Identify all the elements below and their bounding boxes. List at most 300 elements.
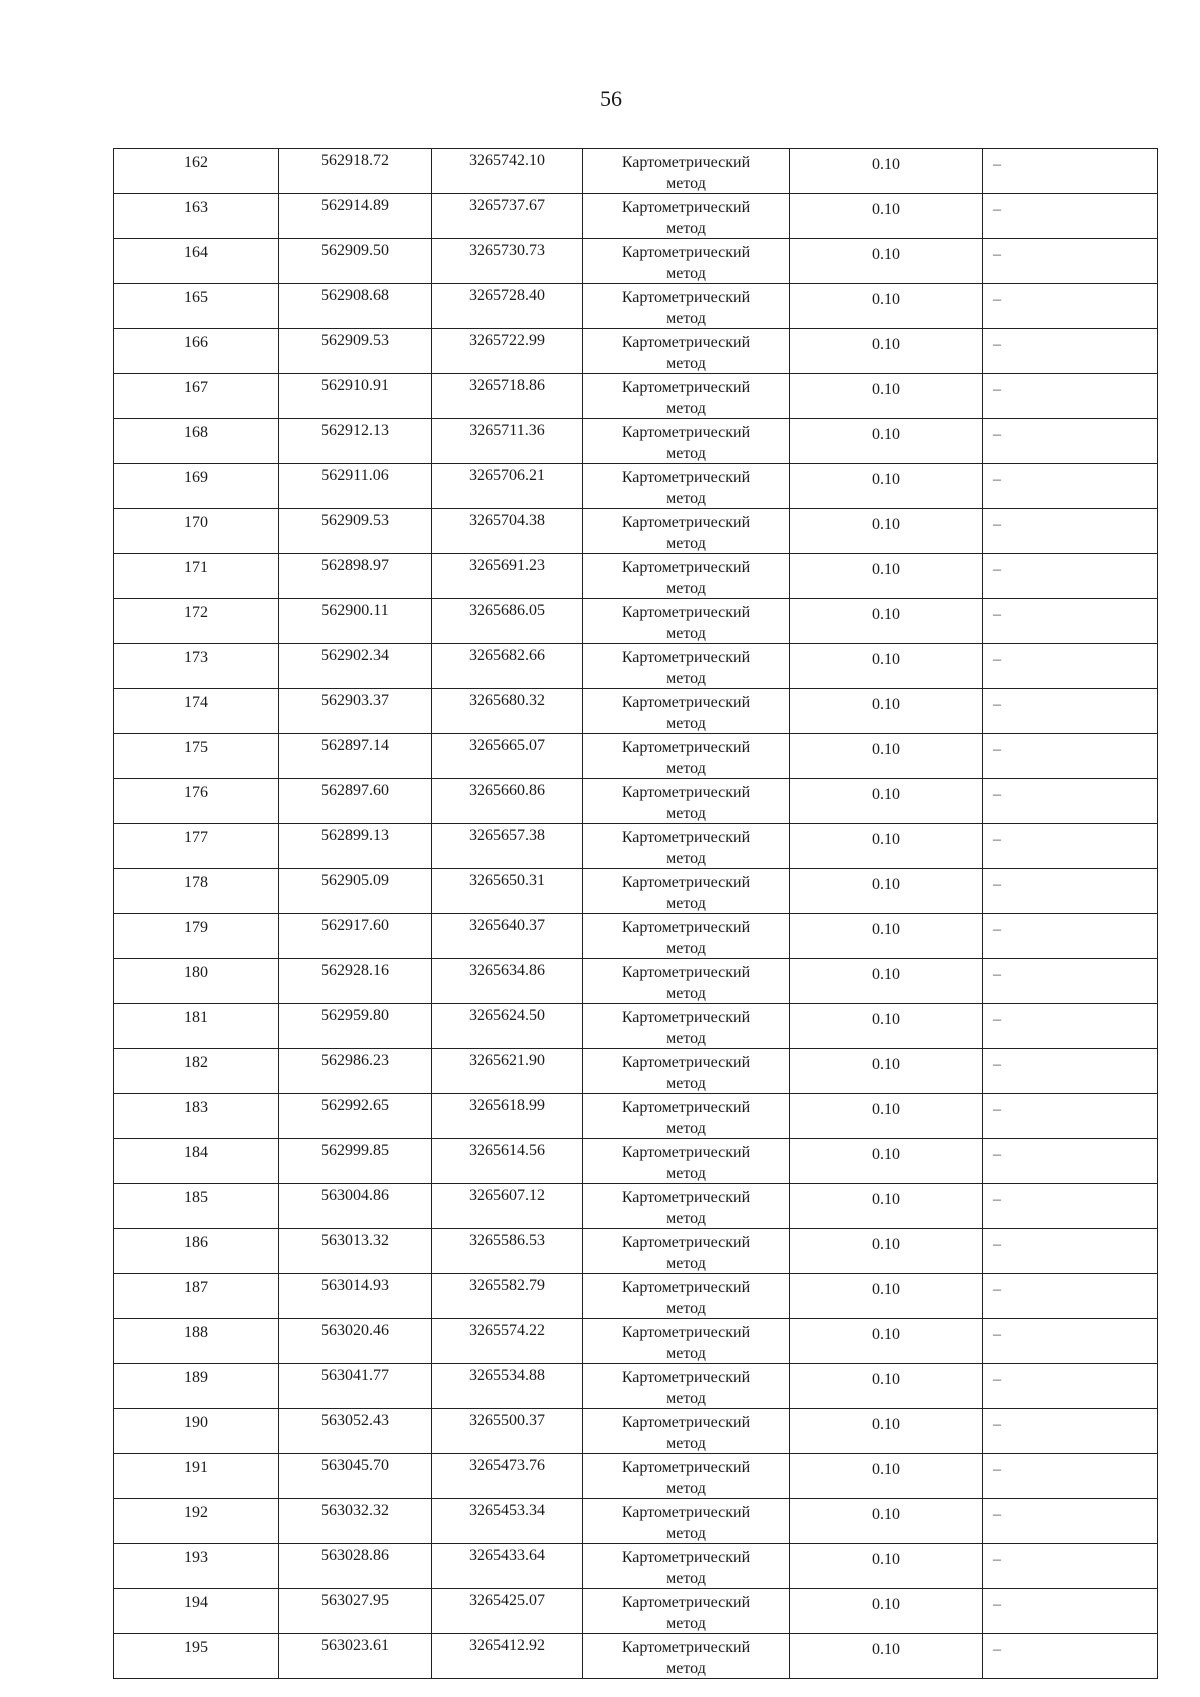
note-cell xyxy=(983,1094,1158,1139)
note-value: – xyxy=(993,786,1001,803)
point-number: 191 xyxy=(184,1459,208,1476)
y-coordinate-cell xyxy=(432,374,583,419)
point-number-cell xyxy=(114,374,279,419)
method-line-2: метод xyxy=(666,895,706,912)
point-number-cell xyxy=(114,1544,279,1589)
point-number-cell xyxy=(114,824,279,869)
x-coordinate-cell xyxy=(279,329,432,374)
point-number-cell xyxy=(114,509,279,554)
note-cell xyxy=(983,1589,1158,1634)
y-coordinate: 3265621.90 xyxy=(469,1052,545,1069)
point-number: 194 xyxy=(184,1594,208,1611)
accuracy-value: 0.10 xyxy=(872,1011,900,1028)
table-row xyxy=(114,1049,1158,1094)
table-row xyxy=(114,239,1158,284)
point-number: 173 xyxy=(184,649,208,666)
y-coordinate-cell xyxy=(432,1094,583,1139)
accuracy-cell xyxy=(790,1004,983,1049)
x-coordinate: 562986.23 xyxy=(321,1052,389,1069)
y-coordinate: 3265728.40 xyxy=(469,287,545,304)
method-line-2: метод xyxy=(666,1210,706,1227)
method-line-2: метод xyxy=(666,805,706,822)
method-line-2: метод xyxy=(666,1165,706,1182)
accuracy-cell xyxy=(790,914,983,959)
x-coordinate-cell xyxy=(279,959,432,1004)
y-coordinate-cell xyxy=(432,914,583,959)
accuracy-value: 0.10 xyxy=(872,1146,900,1163)
note-value: – xyxy=(993,1416,1001,1433)
accuracy-value: 0.10 xyxy=(872,876,900,893)
y-coordinate: 3265665.07 xyxy=(469,737,545,754)
accuracy-value: 0.10 xyxy=(872,1236,900,1253)
note-value: – xyxy=(993,966,1001,983)
point-number: 190 xyxy=(184,1414,208,1431)
accuracy-value: 0.10 xyxy=(872,1551,900,1568)
method-line-2: метод xyxy=(666,1030,706,1047)
x-coordinate-cell xyxy=(279,239,432,284)
accuracy-cell xyxy=(790,194,983,239)
table-row xyxy=(114,1364,1158,1409)
table-row xyxy=(114,734,1158,779)
method-cell xyxy=(583,1184,790,1229)
y-coordinate-cell xyxy=(432,644,583,689)
note-value: – xyxy=(993,1461,1001,1478)
accuracy-value: 0.10 xyxy=(872,1641,900,1658)
note-cell xyxy=(983,1319,1158,1364)
note-value: – xyxy=(993,471,1001,488)
y-coordinate-cell xyxy=(432,599,583,644)
table-row xyxy=(114,1589,1158,1634)
x-coordinate-cell xyxy=(279,1634,432,1679)
accuracy-value: 0.10 xyxy=(872,606,900,623)
method-line-1: Картометрический xyxy=(621,1234,751,1251)
method-cell xyxy=(583,464,790,509)
table-row xyxy=(114,1499,1158,1544)
method-line-1: Картометрический xyxy=(621,154,751,171)
method-line-1: Картометрический xyxy=(621,1639,751,1656)
table-row xyxy=(114,1409,1158,1454)
accuracy-cell xyxy=(790,509,983,554)
x-coordinate-cell xyxy=(279,824,432,869)
method-cell xyxy=(583,1409,790,1454)
y-coordinate: 3265586.53 xyxy=(469,1232,545,1249)
note-value: – xyxy=(993,1641,1001,1658)
table-row xyxy=(114,284,1158,329)
x-coordinate: 563013.32 xyxy=(321,1232,389,1249)
method-line-2: метод xyxy=(666,1300,706,1317)
note-value: – xyxy=(993,1326,1001,1343)
method-line-1: Картометрический xyxy=(621,919,751,936)
y-coordinate: 3265425.07 xyxy=(469,1592,545,1609)
note-cell xyxy=(983,914,1158,959)
accuracy-cell xyxy=(790,824,983,869)
accuracy-value: 0.10 xyxy=(872,1056,900,1073)
note-value: – xyxy=(993,426,1001,443)
note-value: – xyxy=(993,1596,1001,1613)
method-cell xyxy=(583,1319,790,1364)
x-coordinate-cell xyxy=(279,1409,432,1454)
note-value: – xyxy=(993,1371,1001,1388)
point-number-cell xyxy=(114,869,279,914)
method-cell xyxy=(583,1589,790,1634)
point-number: 178 xyxy=(184,874,208,891)
accuracy-cell xyxy=(790,554,983,599)
point-number-cell xyxy=(114,329,279,374)
method-line-2: метод xyxy=(666,1480,706,1497)
x-coordinate: 562902.34 xyxy=(321,647,389,664)
y-coordinate-cell xyxy=(432,779,583,824)
table-row xyxy=(114,869,1158,914)
x-coordinate: 563027.95 xyxy=(321,1592,389,1609)
table-row xyxy=(114,1139,1158,1184)
method-cell xyxy=(583,599,790,644)
x-coordinate-cell xyxy=(279,689,432,734)
method-line-1: Картометрический xyxy=(621,289,751,306)
y-coordinate-cell xyxy=(432,1364,583,1409)
note-cell xyxy=(983,1004,1158,1049)
note-cell xyxy=(983,1544,1158,1589)
method-cell xyxy=(583,1094,790,1139)
method-line-2: метод xyxy=(666,1435,706,1452)
note-value: – xyxy=(993,201,1001,218)
method-line-1: Картометрический xyxy=(621,1189,751,1206)
x-coordinate-cell xyxy=(279,1229,432,1274)
table-row xyxy=(114,464,1158,509)
method-cell xyxy=(583,1004,790,1049)
point-number-cell xyxy=(114,1229,279,1274)
x-coordinate-cell xyxy=(279,1139,432,1184)
y-coordinate-cell xyxy=(432,464,583,509)
method-line-2: метод xyxy=(666,490,706,507)
y-coordinate-cell xyxy=(432,1319,583,1364)
y-coordinate: 3265650.31 xyxy=(469,872,545,889)
x-coordinate: 563045.70 xyxy=(321,1457,389,1474)
y-coordinate-cell xyxy=(432,419,583,464)
point-number: 174 xyxy=(184,694,208,711)
note-cell xyxy=(983,1499,1158,1544)
point-number-cell xyxy=(114,1274,279,1319)
method-line-2: метод xyxy=(666,1255,706,1272)
table-row xyxy=(114,1184,1158,1229)
x-coordinate: 562899.13 xyxy=(321,827,389,844)
y-coordinate-cell xyxy=(432,554,583,599)
point-number-cell xyxy=(114,734,279,779)
accuracy-value: 0.10 xyxy=(872,1281,900,1298)
method-cell xyxy=(583,1364,790,1409)
point-number: 172 xyxy=(184,604,208,621)
point-number: 171 xyxy=(184,559,208,576)
table-row xyxy=(114,599,1158,644)
table-row xyxy=(114,689,1158,734)
method-cell xyxy=(583,689,790,734)
y-coordinate-cell xyxy=(432,734,583,779)
y-coordinate-cell xyxy=(432,194,583,239)
method-line-1: Картометрический xyxy=(621,1369,751,1386)
y-coordinate: 3265682.66 xyxy=(469,647,545,664)
y-coordinate-cell xyxy=(432,1139,583,1184)
note-value: – xyxy=(993,696,1001,713)
x-coordinate: 562959.80 xyxy=(321,1007,389,1024)
accuracy-cell xyxy=(790,1229,983,1274)
method-cell xyxy=(583,509,790,554)
method-line-1: Картометрический xyxy=(621,784,751,801)
point-number-cell xyxy=(114,464,279,509)
accuracy-value: 0.10 xyxy=(872,1191,900,1208)
point-number: 180 xyxy=(184,964,208,981)
note-value: – xyxy=(993,651,1001,668)
x-coordinate: 563041.77 xyxy=(321,1367,389,1384)
x-coordinate-cell xyxy=(279,779,432,824)
accuracy-cell xyxy=(790,1409,983,1454)
y-coordinate: 3265473.76 xyxy=(469,1457,545,1474)
coordinates-table xyxy=(113,148,1158,1679)
method-line-2: метод xyxy=(666,535,706,552)
note-value: – xyxy=(993,876,1001,893)
note-value: – xyxy=(993,1101,1001,1118)
accuracy-value: 0.10 xyxy=(872,381,900,398)
table-row xyxy=(114,1094,1158,1139)
x-coordinate-cell xyxy=(279,1364,432,1409)
point-number: 183 xyxy=(184,1099,208,1116)
method-line-2: метод xyxy=(666,1075,706,1092)
x-coordinate-cell xyxy=(279,554,432,599)
note-value: – xyxy=(993,1281,1001,1298)
table-row xyxy=(114,824,1158,869)
note-cell xyxy=(983,689,1158,734)
point-number-cell xyxy=(114,689,279,734)
method-line-1: Картометрический xyxy=(621,604,751,621)
point-number: 187 xyxy=(184,1279,208,1296)
note-value: – xyxy=(993,561,1001,578)
point-number: 193 xyxy=(184,1549,208,1566)
note-cell xyxy=(983,1454,1158,1499)
point-number-cell xyxy=(114,419,279,464)
method-line-1: Картометрический xyxy=(621,694,751,711)
y-coordinate: 3265534.88 xyxy=(469,1367,545,1384)
note-value: – xyxy=(993,1506,1001,1523)
x-coordinate: 563004.86 xyxy=(321,1187,389,1204)
method-line-2: метод xyxy=(666,175,706,192)
accuracy-value: 0.10 xyxy=(872,1371,900,1388)
point-number: 169 xyxy=(184,469,208,486)
method-line-1: Картометрический xyxy=(621,649,751,666)
y-coordinate-cell xyxy=(432,824,583,869)
method-line-2: метод xyxy=(666,1390,706,1407)
point-number: 195 xyxy=(184,1639,208,1656)
method-cell xyxy=(583,1274,790,1319)
table-row xyxy=(114,1544,1158,1589)
y-coordinate: 3265453.34 xyxy=(469,1502,545,1519)
table-row xyxy=(114,509,1158,554)
note-value: – xyxy=(993,1146,1001,1163)
table-row xyxy=(114,1229,1158,1274)
accuracy-cell xyxy=(790,689,983,734)
method-cell xyxy=(583,1139,790,1184)
accuracy-value: 0.10 xyxy=(872,1101,900,1118)
table-row xyxy=(114,374,1158,419)
method-line-1: Картометрический xyxy=(621,964,751,981)
x-coordinate-cell xyxy=(279,1004,432,1049)
accuracy-value: 0.10 xyxy=(872,696,900,713)
x-coordinate-cell xyxy=(279,1319,432,1364)
accuracy-value: 0.10 xyxy=(872,471,900,488)
x-coordinate: 562909.53 xyxy=(321,332,389,349)
method-cell xyxy=(583,329,790,374)
method-line-2: метод xyxy=(666,850,706,867)
x-coordinate-cell xyxy=(279,734,432,779)
y-coordinate-cell xyxy=(432,1184,583,1229)
y-coordinate: 3265614.56 xyxy=(469,1142,545,1159)
method-line-1: Картометрический xyxy=(621,1009,751,1026)
point-number-cell xyxy=(114,1184,279,1229)
note-cell xyxy=(983,239,1158,284)
method-line-2: метод xyxy=(666,1615,706,1632)
method-cell xyxy=(583,1499,790,1544)
accuracy-cell xyxy=(790,644,983,689)
x-coordinate-cell xyxy=(279,149,432,194)
note-value: – xyxy=(993,741,1001,758)
method-cell xyxy=(583,824,790,869)
point-number-cell xyxy=(114,779,279,824)
note-value: – xyxy=(993,1056,1001,1073)
point-number: 170 xyxy=(184,514,208,531)
method-cell xyxy=(583,284,790,329)
y-coordinate: 3265660.86 xyxy=(469,782,545,799)
accuracy-value: 0.10 xyxy=(872,741,900,758)
point-number-cell xyxy=(114,1319,279,1364)
accuracy-value: 0.10 xyxy=(872,786,900,803)
x-coordinate-cell xyxy=(279,1274,432,1319)
method-line-2: метод xyxy=(666,670,706,687)
point-number: 164 xyxy=(184,244,208,261)
point-number-cell xyxy=(114,284,279,329)
note-cell xyxy=(983,1409,1158,1454)
x-coordinate: 562905.09 xyxy=(321,872,389,889)
method-line-1: Картометрический xyxy=(621,874,751,891)
point-number-cell xyxy=(114,959,279,1004)
method-line-2: метод xyxy=(666,940,706,957)
accuracy-value: 0.10 xyxy=(872,426,900,443)
point-number: 162 xyxy=(184,154,208,171)
accuracy-cell xyxy=(790,1454,983,1499)
note-cell xyxy=(983,1364,1158,1409)
x-coordinate-cell xyxy=(279,599,432,644)
point-number-cell xyxy=(114,1589,279,1634)
note-value: – xyxy=(993,831,1001,848)
y-coordinate: 3265704.38 xyxy=(469,512,545,529)
x-coordinate-cell xyxy=(279,194,432,239)
method-line-1: Картометрический xyxy=(621,1324,751,1341)
x-coordinate-cell xyxy=(279,1544,432,1589)
note-value: – xyxy=(993,156,1001,173)
method-line-2: метод xyxy=(666,760,706,777)
note-cell xyxy=(983,779,1158,824)
y-coordinate: 3265686.05 xyxy=(469,602,545,619)
y-coordinate-cell xyxy=(432,869,583,914)
accuracy-cell xyxy=(790,329,983,374)
note-cell xyxy=(983,194,1158,239)
coordinates-table-body xyxy=(114,149,1158,1679)
x-coordinate: 563032.32 xyxy=(321,1502,389,1519)
y-coordinate: 3265706.21 xyxy=(469,467,545,484)
y-coordinate: 3265730.73 xyxy=(469,242,545,259)
y-coordinate: 3265500.37 xyxy=(469,1412,545,1429)
accuracy-cell xyxy=(790,1319,983,1364)
note-cell xyxy=(983,1274,1158,1319)
x-coordinate: 562928.16 xyxy=(321,962,389,979)
method-line-1: Картометрический xyxy=(621,469,751,486)
method-line-1: Картометрический xyxy=(621,514,751,531)
y-coordinate-cell xyxy=(432,1409,583,1454)
note-value: – xyxy=(993,336,1001,353)
y-coordinate: 3265412.92 xyxy=(469,1637,545,1654)
method-line-1: Картометрический xyxy=(621,1279,751,1296)
method-cell xyxy=(583,869,790,914)
x-coordinate: 562909.53 xyxy=(321,512,389,529)
accuracy-value: 0.10 xyxy=(872,1461,900,1478)
point-number-cell xyxy=(114,1049,279,1094)
method-line-1: Картометрический xyxy=(621,1549,751,1566)
accuracy-value: 0.10 xyxy=(872,561,900,578)
table-row xyxy=(114,959,1158,1004)
point-number-cell xyxy=(114,1364,279,1409)
x-coordinate-cell xyxy=(279,1094,432,1139)
accuracy-cell xyxy=(790,464,983,509)
accuracy-value: 0.10 xyxy=(872,201,900,218)
accuracy-cell xyxy=(790,149,983,194)
method-line-1: Картометрический xyxy=(621,829,751,846)
method-line-2: метод xyxy=(666,625,706,642)
y-coordinate-cell xyxy=(432,1544,583,1589)
accuracy-cell xyxy=(790,1184,983,1229)
x-coordinate: 563028.86 xyxy=(321,1547,389,1564)
method-line-1: Картометрический xyxy=(621,1144,751,1161)
point-number: 186 xyxy=(184,1234,208,1251)
point-number-cell xyxy=(114,1004,279,1049)
x-coordinate-cell xyxy=(279,1049,432,1094)
x-coordinate-cell xyxy=(279,419,432,464)
x-coordinate-cell xyxy=(279,509,432,554)
note-cell xyxy=(983,599,1158,644)
note-cell xyxy=(983,509,1158,554)
method-cell xyxy=(583,194,790,239)
accuracy-cell xyxy=(790,239,983,284)
y-coordinate-cell xyxy=(432,689,583,734)
method-line-1: Картометрический xyxy=(621,1054,751,1071)
point-number: 163 xyxy=(184,199,208,216)
table-row xyxy=(114,644,1158,689)
table-row xyxy=(114,1319,1158,1364)
y-coordinate-cell xyxy=(432,284,583,329)
y-coordinate-cell xyxy=(432,1229,583,1274)
x-coordinate: 563014.93 xyxy=(321,1277,389,1294)
accuracy-cell xyxy=(790,734,983,779)
y-coordinate-cell xyxy=(432,509,583,554)
method-cell xyxy=(583,959,790,1004)
method-cell xyxy=(583,1229,790,1274)
point-number: 166 xyxy=(184,334,208,351)
note-cell xyxy=(983,644,1158,689)
point-number-cell xyxy=(114,149,279,194)
y-coordinate-cell xyxy=(432,1004,583,1049)
note-value: – xyxy=(993,1236,1001,1253)
point-number-cell xyxy=(114,1634,279,1679)
y-coordinate-cell xyxy=(432,1499,583,1544)
y-coordinate-cell xyxy=(432,1274,583,1319)
note-cell xyxy=(983,1139,1158,1184)
method-cell xyxy=(583,554,790,599)
method-cell xyxy=(583,149,790,194)
